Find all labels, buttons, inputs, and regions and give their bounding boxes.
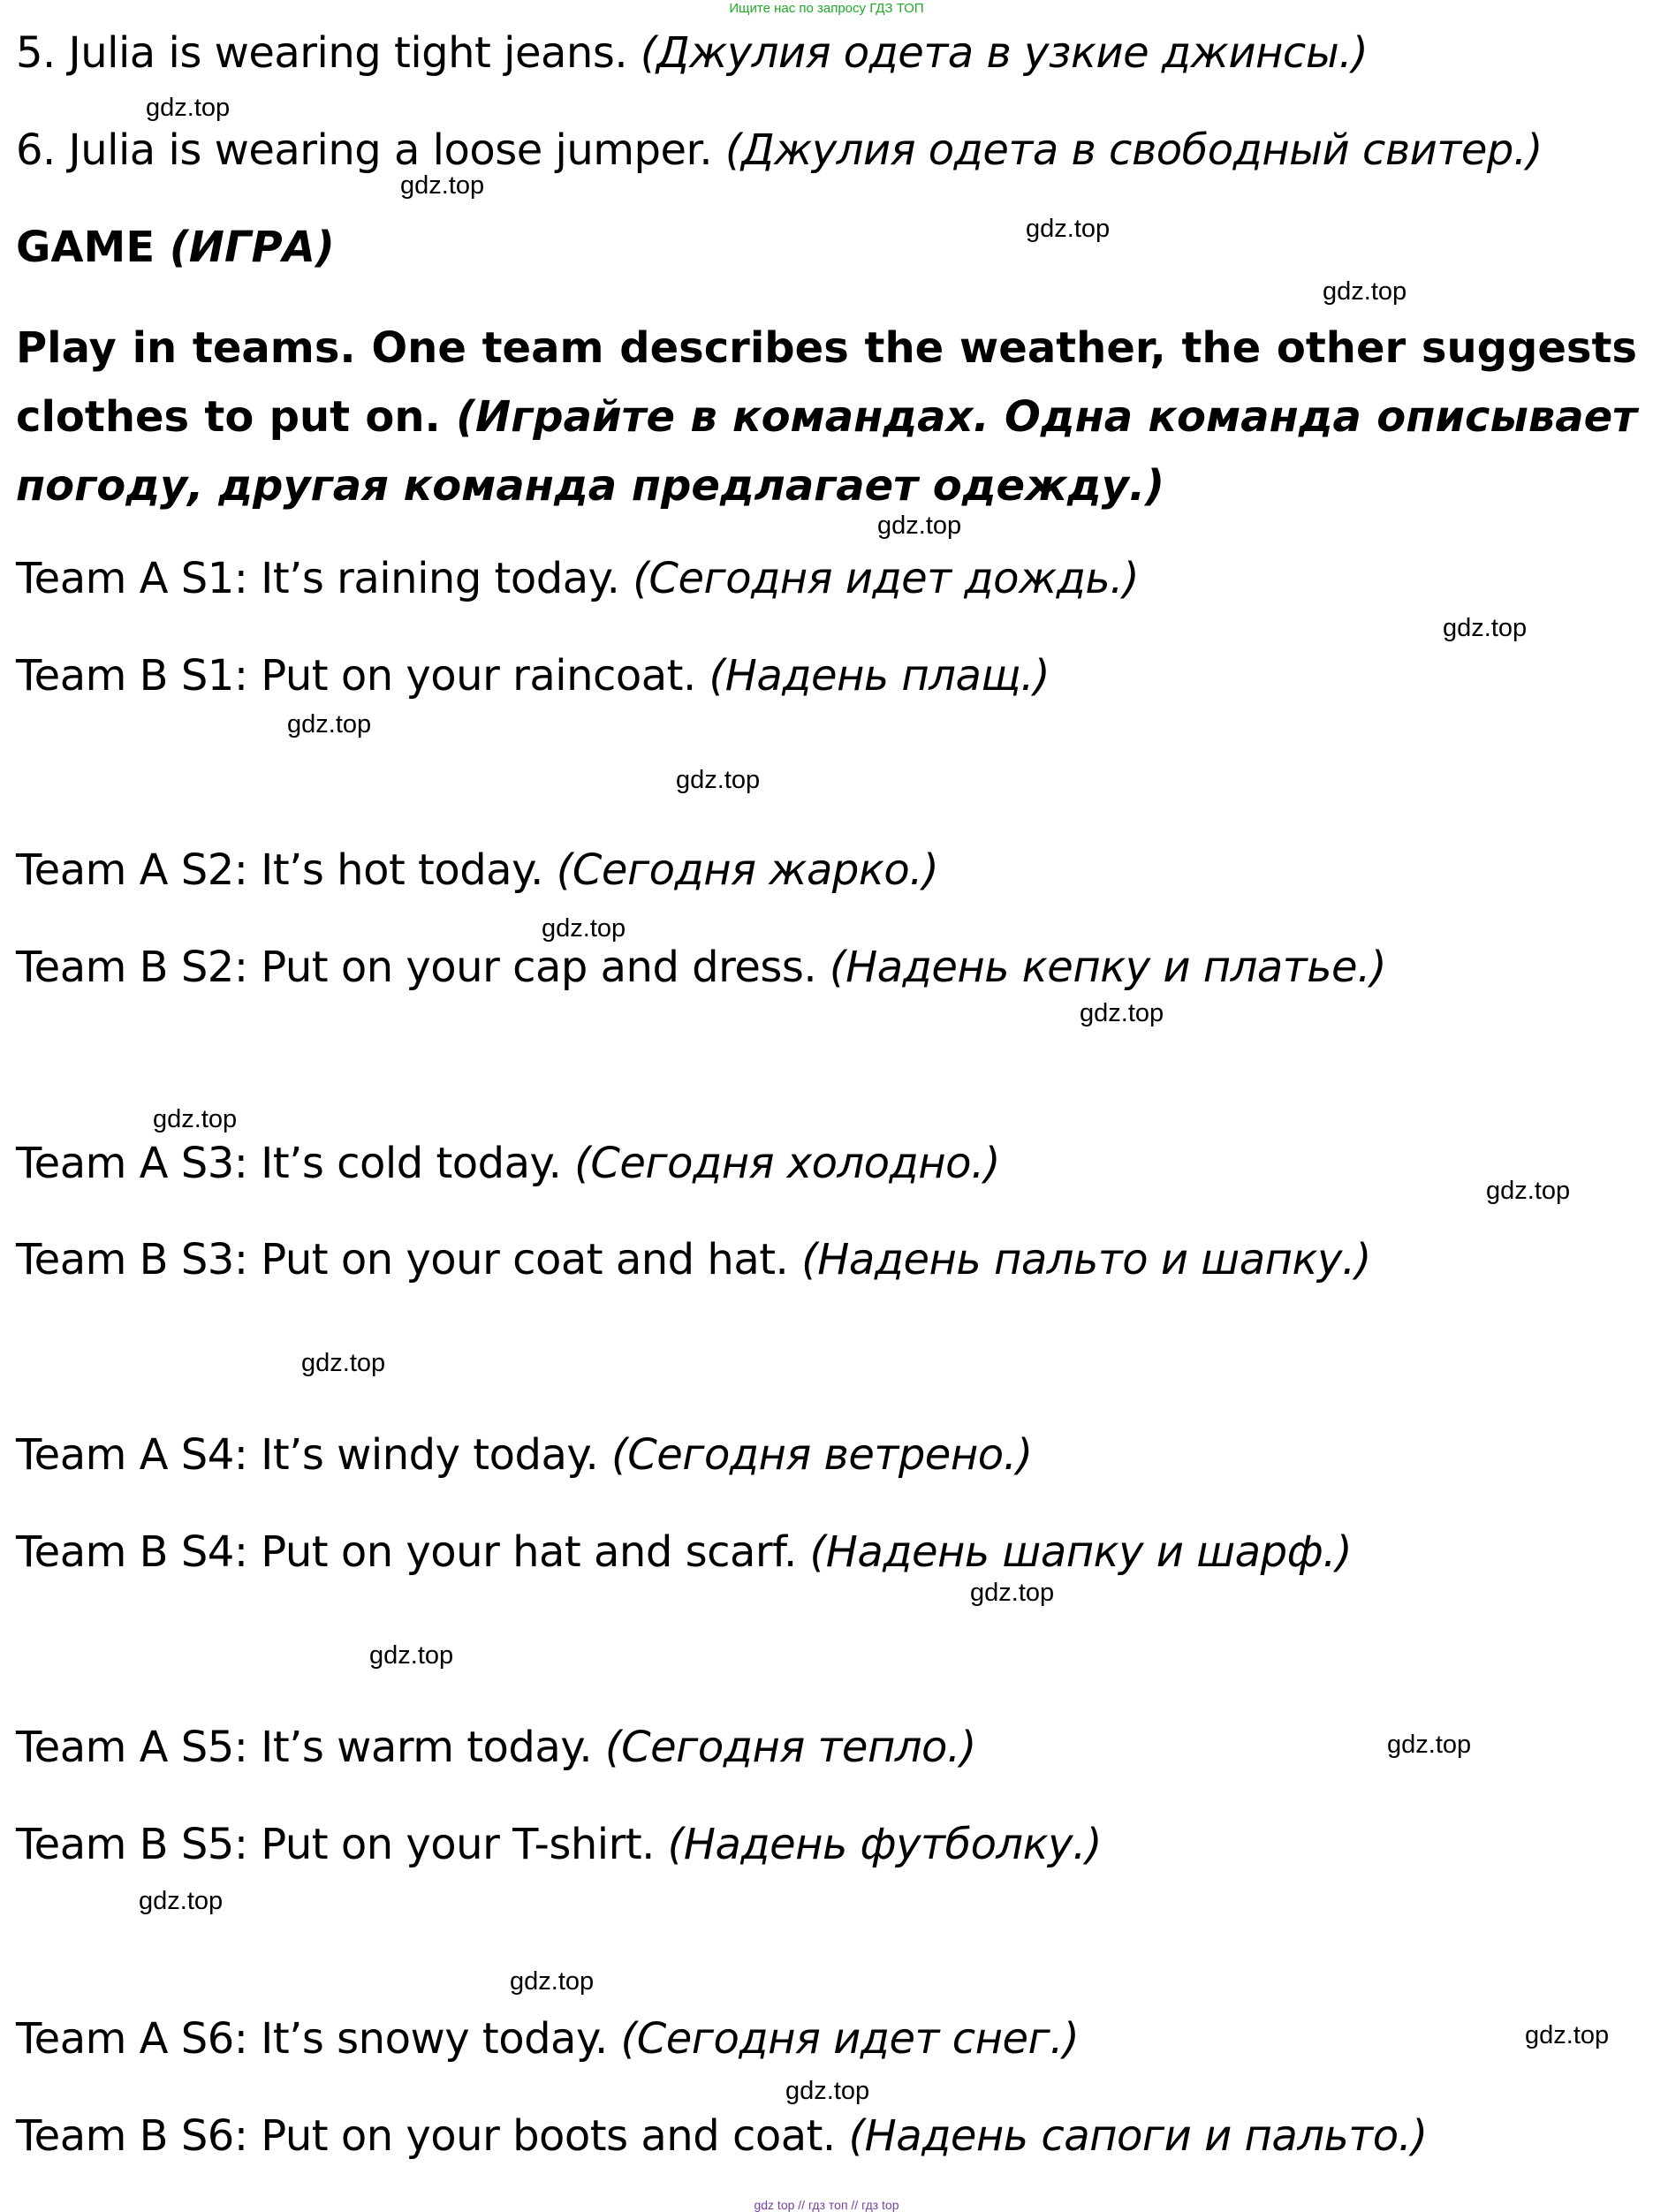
dialogue-line — [16, 941, 1386, 994]
watermark: gdz.top — [1486, 1177, 1571, 1205]
watermark: gdz.top — [1026, 215, 1111, 243]
dialogue-ru: (Сегодня жарко.) — [556, 845, 939, 895]
sentence-6-en: 6. Julia is wearing a loose jumper. — [16, 125, 713, 175]
watermark: gdz.top — [1323, 277, 1407, 306]
watermark: gdz.top — [139, 1887, 224, 1915]
dialogue-en: Team A S2: It’s hot today. — [16, 845, 543, 895]
dialogue-en: Team B S1: Put on your raincoat. — [16, 651, 696, 701]
dialogue-en: Team B S6: Put on your boots and coat. — [16, 2111, 836, 2161]
dialogue-line — [16, 2012, 1079, 2065]
dialogue-line — [16, 1137, 1000, 1190]
dialogue-line — [16, 844, 938, 897]
watermark: gdz.top — [153, 1105, 238, 1133]
dialogue-line — [16, 2110, 1428, 2163]
sentence-6 — [16, 124, 1543, 177]
task-en: Play in teams. One team describes the weather, the other suggests clothes to put on. — [16, 323, 1637, 442]
dialogue-line — [16, 1233, 1371, 1286]
dialogue-ru: (Сегодня тепло.) — [604, 1723, 976, 1772]
dialogue-en: Team A S3: It’s cold today. — [16, 1139, 562, 1188]
task-instructions — [16, 314, 1637, 520]
watermark: gdz.top — [301, 1349, 386, 1377]
dialogue-en: Team A S1: It’s raining today. — [16, 554, 620, 603]
dialogue-line — [16, 1526, 1352, 1579]
watermark: gdz.top — [676, 766, 761, 794]
watermark: gdz.top — [970, 1579, 1055, 1607]
top-banner: Ищите нас по запросу ГДЗ ТОП — [729, 1, 924, 16]
watermark: gdz.top — [510, 1967, 595, 1996]
watermark: gdz.top — [1387, 1731, 1472, 1759]
dialogue-ru: (Сегодня холодно.) — [574, 1139, 1000, 1188]
dialogue-ru: (Надень футболку.) — [667, 1820, 1102, 1869]
dialogue-en: Team B S4: Put on your hat and scarf. — [16, 1527, 797, 1577]
game-heading-ru: (ИГРА) — [169, 223, 335, 272]
dialogue-ru: (Надень шапку и шарф.) — [809, 1527, 1353, 1577]
watermark: gdz.top — [287, 710, 372, 739]
dialogue-en: Team A S5: It’s warm today. — [16, 1723, 593, 1772]
dialogue-en: Team A S6: It’s snowy today. — [16, 2014, 608, 2064]
watermark: gdz.top — [146, 94, 231, 122]
watermark: gdz.top — [369, 1641, 454, 1670]
dialogue-en: Team A S4: It’s windy today. — [16, 1430, 599, 1480]
sentence-5-en: 5. Julia is wearing tight jeans. — [16, 28, 628, 78]
bottom-banner: gdz top // гдз топ // гдз top — [754, 2198, 899, 2212]
watermark: gdz.top — [542, 914, 626, 943]
watermark: gdz.top — [785, 2077, 870, 2105]
dialogue-en: Team B S2: Put on your cap and dress. — [16, 943, 817, 992]
dialogue-ru: (Сегодня идет дождь.) — [633, 554, 1140, 603]
watermark: gdz.top — [1525, 2021, 1610, 2049]
watermark: gdz.top — [400, 171, 485, 200]
dialogue-line — [16, 1428, 1033, 1481]
dialogue-ru: (Надень пальто и шапку.) — [801, 1235, 1371, 1284]
watermark: gdz.top — [1443, 614, 1528, 642]
game-heading-en: GAME — [16, 223, 155, 272]
watermark: gdz.top — [1080, 999, 1164, 1027]
dialogue-ru: (Надень сапоги и пальто.) — [848, 2111, 1428, 2161]
task-ru: (Играйте в командах. Одна команда описывает погоду, другая команда предлагает одежду.) — [16, 392, 1637, 511]
game-heading — [16, 221, 335, 274]
sentence-5-ru: (Джулия одета в узкие джинсы.) — [640, 28, 1369, 78]
dialogue-ru: (Надень плащ.) — [709, 651, 1050, 701]
dialogue-line — [16, 649, 1050, 702]
dialogue-line — [16, 552, 1139, 605]
dialogue-ru: (Сегодня ветрено.) — [610, 1430, 1033, 1480]
dialogue-line — [16, 1818, 1102, 1871]
dialogue-line — [16, 1721, 976, 1774]
dialogue-en: Team B S5: Put on your T-shirt. — [16, 1820, 655, 1869]
sentence-5 — [16, 27, 1368, 80]
dialogue-ru: (Сегодня идет снег.) — [620, 2014, 1080, 2064]
dialogue-en: Team B S3: Put on your coat and hat. — [16, 1235, 789, 1284]
sentence-6-ru: (Джулия одета в свободный свитер.) — [724, 125, 1543, 175]
watermark: gdz.top — [877, 511, 962, 540]
dialogue-ru: (Надень кепку и платье.) — [829, 943, 1387, 992]
